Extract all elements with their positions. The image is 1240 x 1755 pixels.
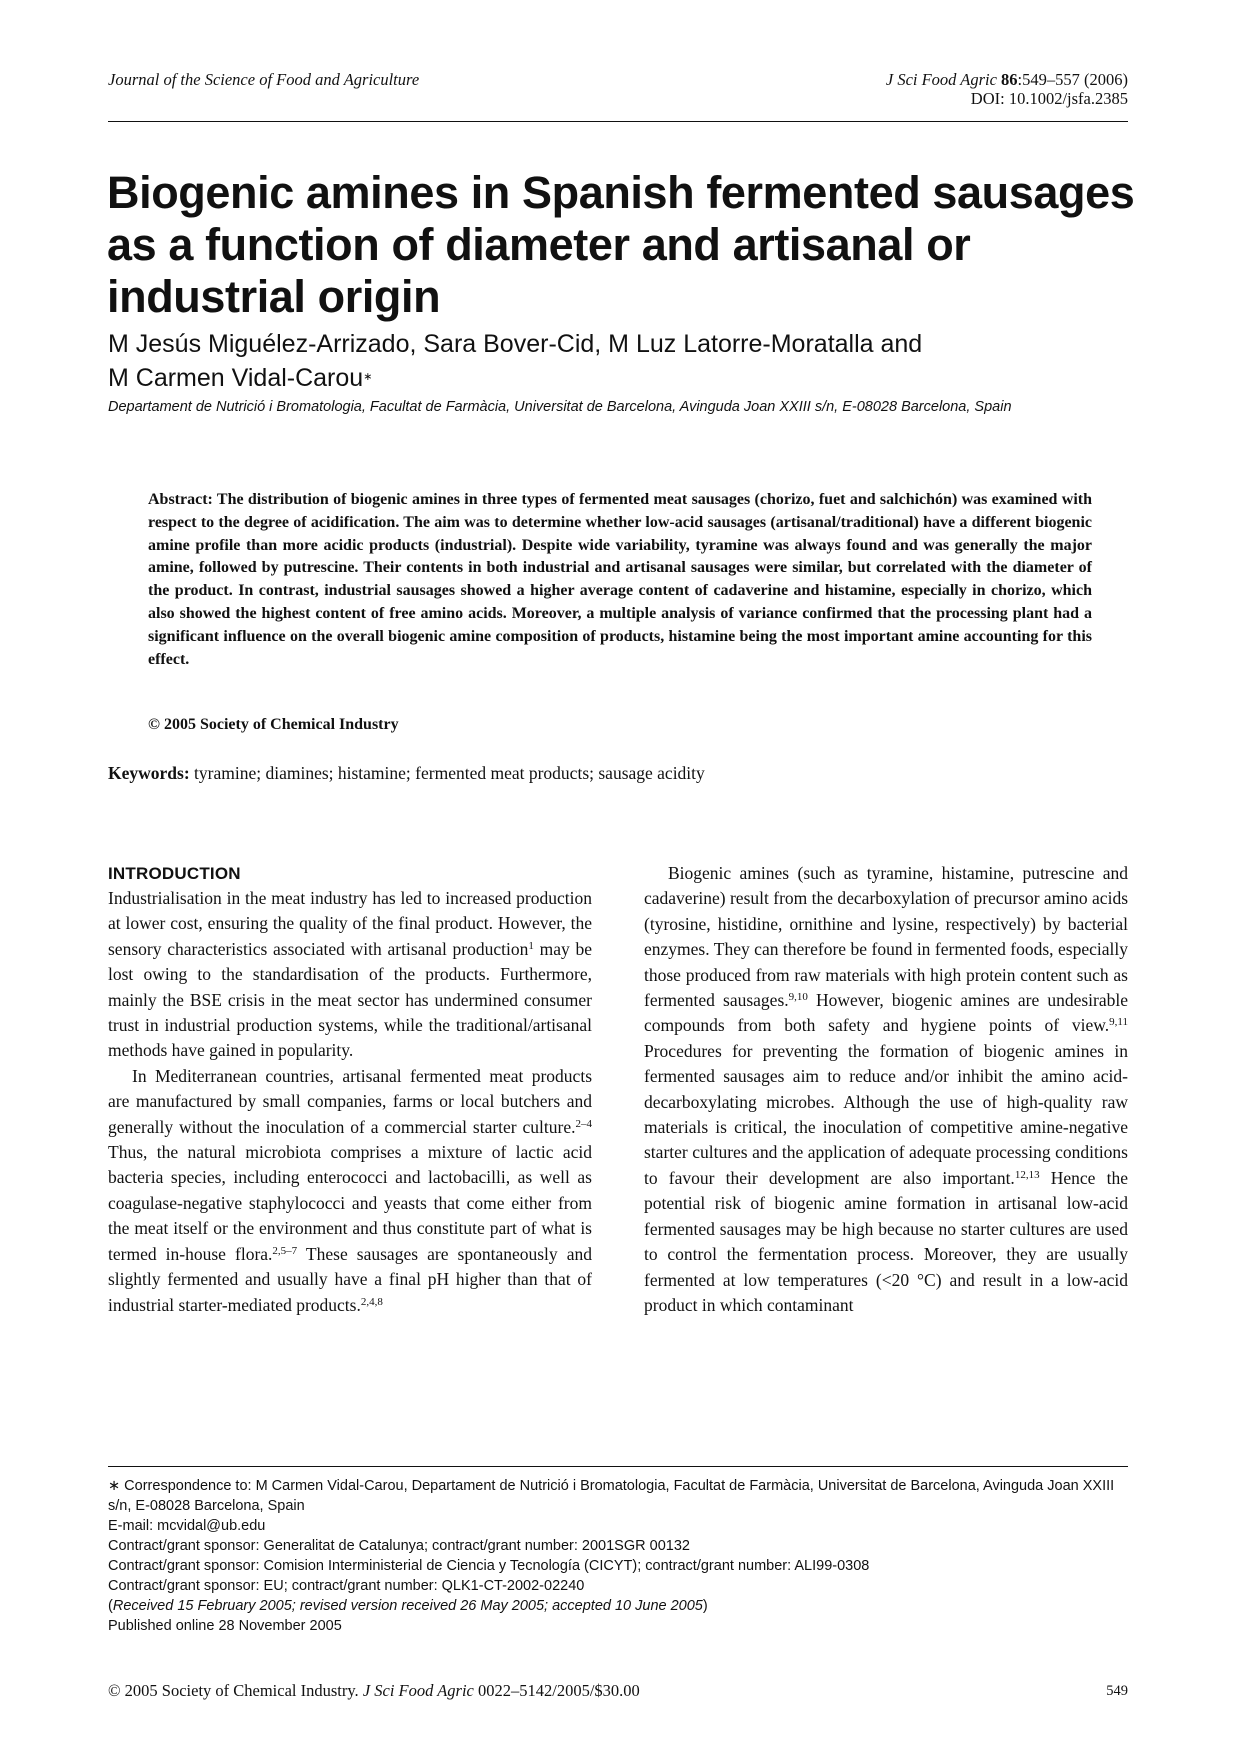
keywords-text: tyramine; diamines; histamine; fermented meat products; sausage acidity (189, 763, 705, 783)
received-paren: ( (108, 1598, 113, 1614)
received-note (108, 1596, 1128, 1616)
correspondence-note (108, 1476, 1128, 1516)
running-head-citation (886, 70, 1128, 108)
abstract-copyright: © 2005 Society of Chemical Industry (148, 716, 399, 733)
keywords-label: Keywords: (108, 763, 190, 783)
footer-issn: 0022–5142/2005/$30.00 (473, 1681, 640, 1700)
citation-pages: :549–557 (2006) (1017, 70, 1128, 89)
header-rule (108, 121, 1128, 122)
corresponding-author-mark: ∗ (363, 371, 373, 383)
sponsor-note: Contract/grant sponsor: EU; contract/grant number: QLK1-CT-2002-02240 (108, 1578, 585, 1594)
authors-line-2: M Carmen Vidal-Carou (108, 364, 364, 392)
doi: DOI: 10.1002/jsfa.2385 (970, 89, 1128, 108)
paragraph (108, 1064, 592, 1318)
footer-copyright-text: © 2005 Society of Chemical Industry. (108, 1681, 363, 1700)
received-dates: Received 15 February 2005; revised version received 26 May 2005; accepted 10 June 2005 (112, 1598, 703, 1614)
footnote-rule (108, 1466, 1128, 1467)
citation-journal: J Sci Food Agric (885, 70, 997, 89)
sponsor-note: Contract/grant sponsor: Comision Interministerial de Ciencia y Tecnología (CICYT); contract/grant number: ALI99-0308 (108, 1558, 870, 1574)
running-head-journal: Journal of the Science of Food and Agriculture (108, 70, 420, 89)
paragraph-text: Biogenic amines (such as tyramine, histamine, putrescine and cadaverine) result from the decarboxylation of precursor amino acids (tyrosine, histidine, ornithine and lysine, respectively) by bacterial enzymes. They can therefore be found in fermented foods, especially those produced from raw materials with high protein content such as fermented sausages. (644, 863, 1128, 1011)
article-title: Biogenic amines in Spanish fermented sausages as a function of diameter and artisanal or industrial origin (107, 167, 1135, 322)
correspondence-mark: ∗ (108, 1478, 121, 1494)
citation-volume: 86 (1001, 70, 1018, 89)
received-paren: ) (702, 1598, 708, 1614)
citation-ref: 2,5–7 (272, 1244, 298, 1257)
authors-line-1: M Jesús Miguélez-Arrizado, Sara Bover-Cid, M Luz Latorre-Moratalla and (108, 330, 923, 358)
keywords (108, 763, 705, 784)
paragraph-text: These sausages are spontaneously and slightly fermented and usually have a final pH higher than that of industrial starter-mediated products. (108, 1243, 593, 1315)
citation-ref: 2–4 (575, 1117, 592, 1130)
footer-copyright (108, 1681, 640, 1701)
email-note: E-mail: mcvidal@ub.edu (108, 1518, 266, 1534)
abstract: Abstract: The distribution of biogenic amines in three types of fermented meat sausages (chorizo, fuet and salchichón) was examined with respect to the degree of acidification. The aim was to determine whether low-acid sausages (artisanal/traditional) have a different biogenic amine profile than more acidic products (industrial). Despite wide variability, tyramine was always found and was generally the major amine, followed by putrescine. Their contents in both industrial and artisanal sausages were similar, but correlated with the diameter of the product. In contrast, industrial sausages showed a higher average content of cadaverine and histamine, especially in chorizo, which also showed the highest content of free amino acids. Moreover, a multiple analysis of variance confirmed that the processing plant had a significant influence on the overall biogenic amine composition of products, histamine being the most important amine accounting for this effect. (148, 491, 1092, 668)
published-note: Published online 28 November 2005 (108, 1618, 342, 1634)
footnotes (108, 1476, 1128, 1636)
affiliation: Departament de Nutrició i Bromatologia, Facultat de Farmàcia, Universitat de Barcelona, Avinguda Joan XXIII s/n, E-08028 Barcelona, Spain (108, 399, 1012, 415)
citation-ref: 9,11 (1109, 1016, 1128, 1029)
paragraph-text: Hence the potential risk of biogenic amine formation in artisanal low-acid fermented sausages may be high because no starter cultures are used to control the fermentation process. Moreover, they are usually fermented at low temperatures (<20 °C) and result in a low-acid product in which contaminant (644, 1167, 1128, 1315)
citation-ref: 1 (528, 939, 534, 952)
page-number: 549 (1106, 1683, 1128, 1699)
citation-ref: 12,13 (1014, 1168, 1040, 1181)
citation-ref: 9,10 (788, 991, 808, 1004)
paragraph (108, 886, 592, 1064)
sponsor-note: Contract/grant sponsor: Generalitat de Catalunya; contract/grant number: 2001SGR 00132 (108, 1538, 690, 1554)
paragraph-text: Thus, the natural microbiota comprises a mixture of lactic acid bacteria species, including enterococci and lactobacilli, as well as coagulase-negative staphylococci and yeasts that come either from the meat itself or the environment and thus constitute part of what is termed in-house flora. (108, 1142, 592, 1264)
body-column-left (108, 862, 592, 1318)
paragraph (644, 861, 1128, 1318)
footer-journal: J Sci Food Agric (362, 1681, 474, 1700)
correspondence-text: Correspondence to: M Carmen Vidal-Carou, Departament de Nutrició i Bromatologia, Facultat de Farmàcia, Universitat de Barcelona, Avinguda Joan XXIII s/n, E-08028 Barcelona, Spain (108, 1478, 1115, 1514)
citation-ref: 2,4,8 (360, 1295, 383, 1308)
paragraph-text: Industrialisation in the meat industry has led to increased production at lower cost, ensuring the quality of the final product. However, the sensory characteristics associated with artisanal production (108, 888, 592, 959)
section-heading-introduction: INTRODUCTION (108, 864, 241, 883)
paragraph-text: may be lost owing to the standardisation of the products. Furthermore, mainly the BSE crisis in the meat sector has undermined consumer trust in industrial production systems, while the traditional/artisanal methods have gained in popularity. (108, 938, 592, 1061)
paragraph-text: However, biogenic amines are undesirable compounds from both safety and hygiene points of view. (644, 990, 1129, 1036)
paragraph-text: Procedures for preventing the formation of biogenic amines in fermented sausages aim to reduce and/or inhibit the amino acid-decarboxylating microbes. Although the use of high-quality raw materials is critical, the inoculation of competitive amine-negative starter cultures and the application of adequate processing conditions to favour their development are also important. (644, 1040, 1128, 1188)
paragraph-text: In Mediterranean countries, artisanal fermented meat products are manufactured by small companies, farms or local butchers and generally without the inoculation of a commercial starter culture. (108, 1065, 592, 1137)
body-column-right (644, 861, 1128, 1318)
author-list (108, 327, 1128, 395)
